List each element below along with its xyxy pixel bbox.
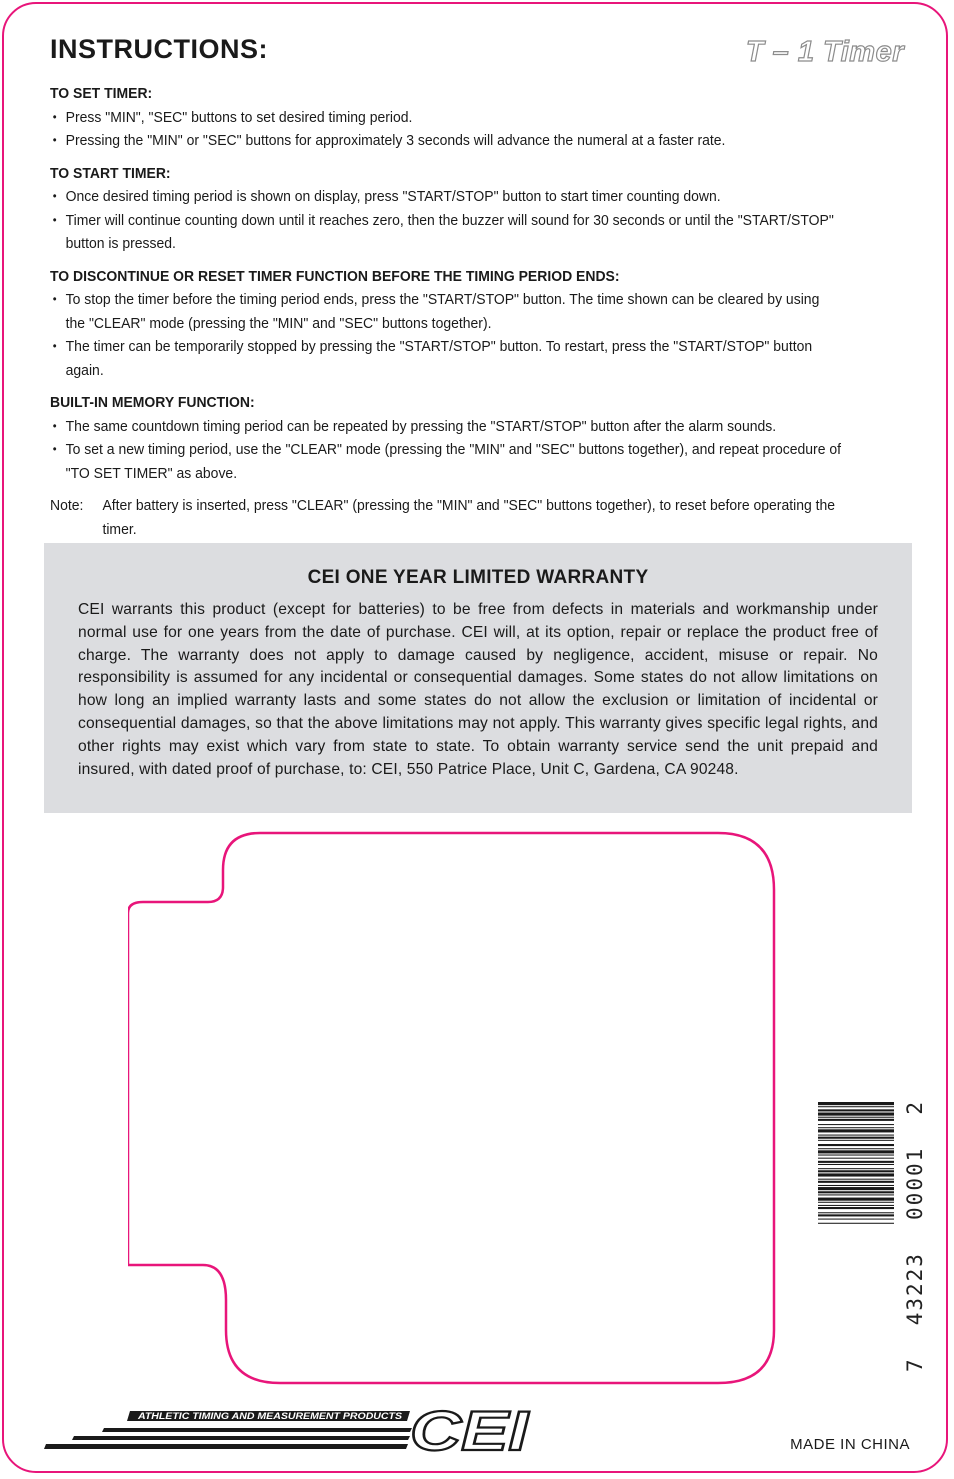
- barcode-digit-group: 7: [903, 1357, 927, 1372]
- barcode-bar: [818, 1179, 894, 1180]
- barcode-bar: [818, 1102, 894, 1105]
- barcode-digit-group: 43223: [903, 1252, 927, 1326]
- barcode-bar: [818, 1135, 894, 1136]
- barcode-bar: [818, 1148, 894, 1149]
- warranty-text: CEI warrants this product (except for batteries) to be free from defects in materials and workmanship under normal use for one years from the date of purchase. CEI will, at its option, repair or replace the product free of charge. The warranty does not apply to damage caused by negligence, accident, misuse or repair. No responsibility is assumed for any incidental or consequential damages. Some states do not allow limitations on how long an implied warranty lasts and some states do not allow the exclusion or limitation of incidental or consequential damages, so that the above limitations may not apply. This warranty gives specific legal rights, and other rights may exist which vary from state to state. To obtain warranty service send the unit prepaid and insured, with dated proof of purchase, to: CEI, 550 Patrice Place, Unit C, Gardena, CA 90248.: [78, 601, 878, 778]
- made-in-label: MADE IN CHINA: [790, 1436, 910, 1453]
- instructions-block: [50, 82, 841, 541]
- barcode-bar: [818, 1212, 894, 1213]
- barcode-bar: [818, 1140, 894, 1141]
- barcode-bar: [818, 1127, 894, 1128]
- note-label: Note:: [50, 497, 84, 514]
- section-list: [50, 106, 841, 153]
- battery-note: [50, 494, 841, 541]
- barcode-bar: [818, 1207, 894, 1209]
- page-title: INSTRUCTIONS:: [50, 34, 268, 64]
- barcode-bar: [818, 1117, 894, 1118]
- section-list: [50, 288, 841, 382]
- section-heading: TO SET TIMER:: [50, 85, 153, 102]
- barcode-bar: [818, 1170, 894, 1172]
- section-heading: BUILT-IN MEMORY FUNCTION:: [50, 394, 255, 411]
- logo-stripe: [72, 1436, 410, 1440]
- barcode-bar: [818, 1185, 894, 1186]
- barcode-bar: [818, 1119, 894, 1121]
- barcode-bar: [818, 1158, 894, 1159]
- barcode-bar: [818, 1205, 894, 1206]
- section-start-timer: [50, 162, 841, 256]
- section-memory-function: [50, 391, 841, 485]
- barcode-bar: [818, 1214, 894, 1216]
- logo-stripe: [102, 1428, 412, 1432]
- section-heading: TO DISCONTINUE OR RESET TIMER FUNCTION BEFORE THE TIMING PERIOD ENDS:: [50, 267, 620, 285]
- list-item: • The same countdown timing period can be repeated by pressing the "START/STOP" button after the alarm sounds.: [50, 415, 841, 439]
- barcode-bar: [818, 1106, 894, 1107]
- barcode-bar: [818, 1164, 894, 1165]
- product-name: T – 1 Timer: [745, 36, 904, 68]
- barcode-bar: [818, 1144, 894, 1146]
- barcode-bar: [818, 1191, 894, 1193]
- barcode-bar: [818, 1109, 894, 1111]
- barcode-bar: [818, 1155, 894, 1156]
- warranty-panel: [44, 543, 912, 813]
- warranty-title: CEI ONE YEAR LIMITED WARRANTY: [307, 567, 649, 588]
- list-item: • Pressing the "MIN" or "SEC" buttons for approximately 3 seconds will advance the numeral at a faster rate.: [50, 129, 841, 153]
- list-item: • Timer will continue counting down until it reaches zero, then the buzzer will sound for 30 seconds or until the "START/STOP" button is pressed.: [50, 209, 841, 256]
- cutout-path: [128, 833, 774, 1383]
- list-item: • Press "MIN", "SEC" buttons to set desired timing period.: [50, 106, 841, 130]
- barcode-bar: [818, 1173, 894, 1176]
- barcode-digit-group: 2: [903, 1100, 927, 1115]
- section-list: [50, 185, 841, 256]
- section-list: [50, 415, 841, 486]
- section-discontinue-reset: [50, 265, 841, 383]
- barcode-bar: [818, 1168, 894, 1169]
- barcode-bar: [818, 1129, 894, 1132]
- barcode-bar: [818, 1161, 894, 1163]
- section-heading: TO START TIMER:: [50, 164, 171, 182]
- barcode-bar: [818, 1202, 894, 1203]
- section-set-timer: [50, 82, 841, 153]
- list-item: • To stop the timer before the timing period ends, press the "START/STOP" button. The time shown can be cleared by using the "CLEAR" mode (pressing the "MIN" and "SEC" buttons together).: [50, 288, 841, 335]
- list-item: • Once desired timing period is shown on display, press "START/STOP" button to start timer counting down.: [50, 185, 841, 209]
- logo-stripe: [44, 1444, 408, 1449]
- list-item: • The timer can be temporarily stopped by pressing the "START/STOP" button. To restart, press the "START/STOP" button again.: [50, 335, 841, 382]
- barcode-bar: [818, 1181, 894, 1183]
- barcode-bar: [818, 1187, 894, 1190]
- barcode-digit-group: 00001: [903, 1146, 927, 1220]
- blister-cutout-outline: [128, 830, 778, 1386]
- barcode-bar: [818, 1124, 894, 1125]
- list-item: • To set a new timing period, use the "CLEAR" mode (pressing the "MIN" and "SEC" buttons together), and repeat procedure of "TO SET TIMER" as above.: [50, 438, 841, 485]
- barcode-digits: [903, 1100, 927, 1372]
- cei-logo: [44, 1394, 540, 1456]
- logo-tagline: ATHLETIC TIMING AND MEASUREMENT PRODUCTS: [136, 1411, 402, 1421]
- note-text: After battery is inserted, press "CLEAR" (pressing the "MIN" and "SEC" buttons together), to reset before operating the timer.: [102, 497, 836, 538]
- barcode-bar: [818, 1137, 894, 1139]
- barcode-bar: [818, 1150, 894, 1153]
- barcode-bar: [818, 1219, 894, 1220]
- barcode-bar: [818, 1223, 894, 1224]
- barcode-bar: [818, 1194, 894, 1195]
- upc-barcode: [818, 1100, 910, 1372]
- barcode-bar: [818, 1198, 894, 1201]
- logo-brand: CEI: [410, 1399, 530, 1456]
- barcode-bar: [818, 1113, 894, 1116]
